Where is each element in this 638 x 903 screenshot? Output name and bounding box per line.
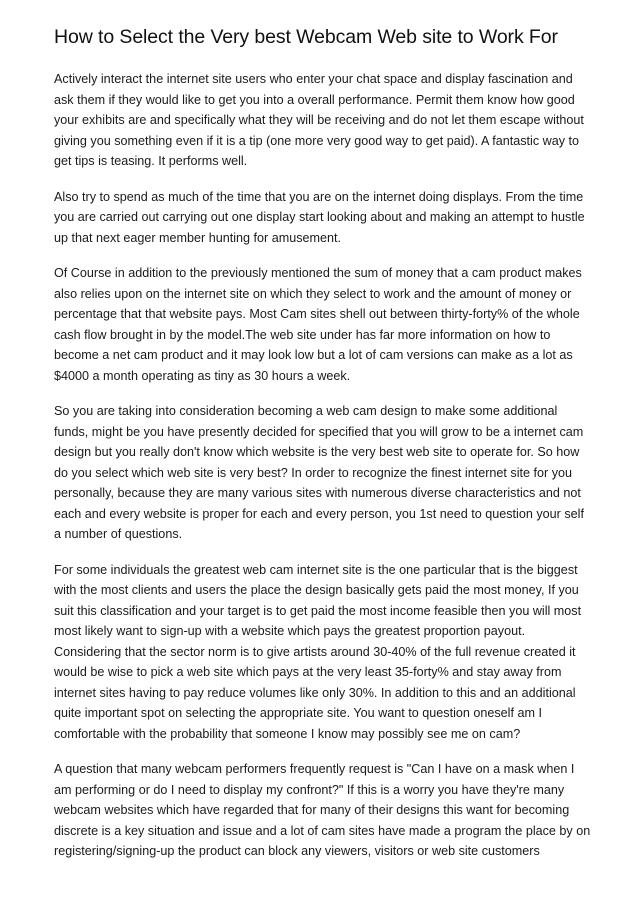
paragraph-1: Actively interact the internet site users who enter your chat space and display fascination and ask them if they would like to get you into a overall performance. Permit them know how good your exhibits are and specifically what they will be receiving and do not let them escape without giving you something even if it is a tip (one more very good way to get paid). A fantastic way to get tips is teasing. It performs well. [54,72,584,168]
paragraph-4: So you are taking into consideration becoming a web cam design to make some additional funds, might be you have presently decided for specified that you will grow to be a internet cam design but you really don't know which website is the very best web site to operate for. So how do you select which web site is very best? In order to recognize the finest internet site for you personally, because they are many various sites with numerous diverse characteristics and not each and every website is proper for each and every person, you 1st need to question your self a number of questions. [54,404,584,541]
document-title: How to Select the Very best Webcam Web site to Work For [54,26,558,48]
paragraph-3: Of Course in addition to the previously mentioned the sum of money that a cam product makes also relies upon on the internet site on which they select to work and the amount of money or percentage that that website pays. Most Cam sites shell out between thirty-forty% of the whole cash flow brought in by the model.The web site under has far more information on how to become a net cam product and it may look low but a lot of cam versions can make as a lot as $4000 a month operating as tiny as 30 hours a week. [54,266,582,383]
paragraph-2: Also try to spend as much of the time that you are on the internet doing displays. From the time you are carried out carrying out one display start looking about and making an attempt to hustle up that next eager member hunting for amusement. [54,189,585,245]
paragraph-5: For some individuals the greatest web cam internet site is the one particular that is the biggest with the most clients and users the place the design basically gets paid the most money, If you suit this classification and your target is to get paid the most income feasible then you will most most likely want to sign-up with a website which pays the greatest proportion payout. Considering that the sector norm is to give artists around 30-40% of the full revenue created it would be wise to pick a web site which pays at the very least 35-forty% and stay away from internet sites having to pay reduce volumes like only 30%. In addition to this and an additional quite important spot on selecting the appropriate site. You want to question oneself am I comfortable with the probability that someone I know may possibly see me on cam? [54,562,582,741]
paragraph-6: A question that many webcam performers frequently request is "Can I have on a mask when I am performing or do I need to display my confront?" If this is a worry you have they're many webcam websites which have regarded that for many of their designs this want for becoming discrete is a key situation and issue and a lot of cam sites have made a program the place by on registering/signing-up the product can block any viewers, visitors or web site customers [54,762,591,858]
document-page [54,24,592,877]
